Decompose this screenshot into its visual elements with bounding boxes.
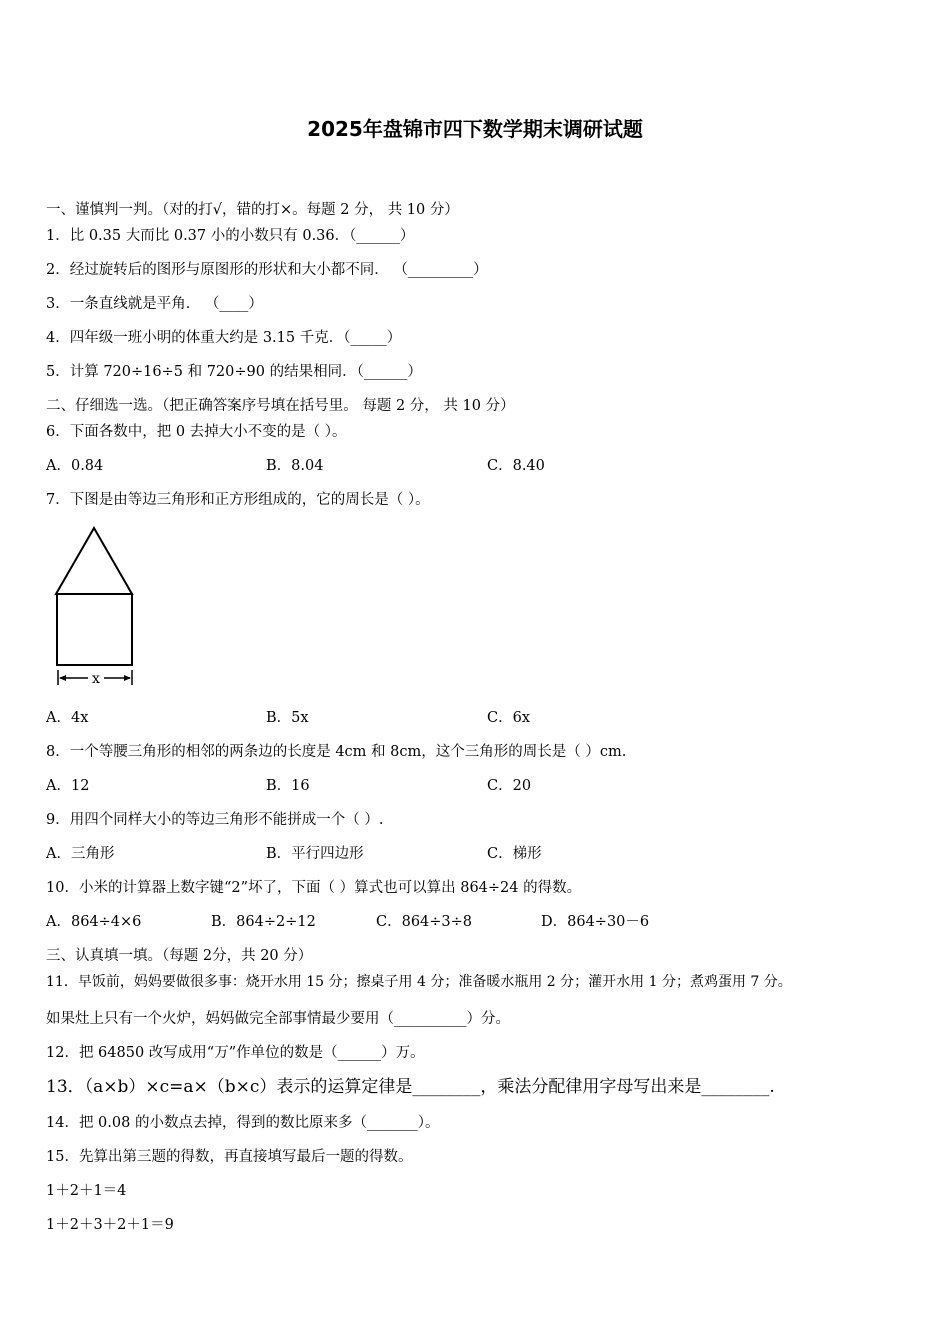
arrowhead-left [59, 675, 66, 681]
question-14: 14．把 0.08 的小数点去掉，得到的数比原来多（_______）。 [46, 1115, 440, 1131]
house-figure [50, 522, 145, 692]
question-1: 1．比 0.35 大而比 0.37 小的小数只有 0.36．（______） [46, 228, 415, 244]
q6-option-c: C．8.40 [487, 458, 545, 474]
question-13: 13．（a×b）×c=a×（b×c）表示的运算定律是________，乘法分配律用字母写出来是________. [46, 1077, 775, 1097]
q10-option-c: C．864÷3÷8 [376, 914, 473, 930]
question-7: 7．下图是由等边三角形和正方形组成的，它的周长是（ ）。 [46, 492, 430, 508]
question-2: 2．经过旋转后的图形与原图形的形状和大小都不同． （_________） [46, 262, 488, 278]
q8-option-b: B．16 [266, 778, 310, 794]
section-2-heading: 二、仔细选一选。（把正确答案序号填在括号里。 每题 2 分， 共 10 分） [46, 398, 515, 414]
triangle-shape [56, 528, 132, 594]
question-3: 3．一条直线就是平角． （____） [46, 296, 263, 312]
q8-option-c: C．20 [487, 778, 532, 794]
q10-option-a: A．864÷4×6 [46, 914, 142, 930]
q7-option-c: C．6x [487, 710, 530, 726]
q8-option-a: A．12 [46, 778, 90, 794]
q10-option-b: B．864÷2÷12 [211, 914, 316, 930]
page-title: 2025年盘锦市四下数学期末调研试题 [307, 117, 643, 141]
question-8: 8．一个等腰三角形的相邻的两条边的长度是 4cm 和 8cm，这个三角形的周长是（ ）cm. [46, 744, 627, 760]
question-15: 15．先算出第三题的得数，再直接填写最后一题的得数。 [46, 1149, 413, 1165]
q15-line-1: 1＋2＋1＝4 [46, 1183, 127, 1199]
section-1-heading: 一、谨慎判一判。（对的打√，错的打×。每题 2 分， 共 10 分） [46, 202, 459, 218]
q7-option-b: B．5x [266, 710, 309, 726]
question-4: 4．四年级一班小明的体重大约是 3.15 千克．（_____） [46, 330, 402, 346]
q6-option-b: B．8.04 [266, 458, 324, 474]
question-5: 5．计算 720÷16÷5 和 720÷90 的结果相同．（______） [46, 364, 422, 380]
question-12: 12．把 64850 改写成用“万”作单位的数是（______）万。 [46, 1045, 425, 1061]
question-9: 9．用四个同样大小的等边三角形不能拼成一个（ ）. [46, 812, 384, 828]
dimension-label: x [92, 671, 100, 687]
question-6: 6．下面各数中，把 0 去掉大小不变的是（ ）。 [46, 424, 347, 440]
q10-option-d: D．864÷30－6 [541, 914, 650, 930]
q9-option-a: A．三角形 [46, 846, 115, 862]
question-10: 10．小米的计算器上数字键“2”坏了，下面（ ）算式也可以算出 864÷24 的得数。 [46, 880, 582, 896]
q9-option-b: B．平行四边形 [266, 846, 364, 862]
square-shape [57, 594, 132, 665]
q15-line-2: 1＋2＋3＋2＋1＝9 [46, 1217, 174, 1233]
q6-option-a: A．0.84 [46, 458, 104, 474]
q9-option-c: C．梯形 [487, 846, 542, 862]
question-11: 11．早饭前，妈妈要做很多事：烧开水用 15 分；擦桌子用 4 分；准备暖水瓶用 2 分；灌开水用 1 分；煮鸡蛋用 7 分。 [46, 974, 792, 990]
question-11-continued: 如果灶上只有一个火炉，妈妈做完全部事情最少要用（__________）分。 [46, 1011, 510, 1027]
arrowhead-right [124, 675, 131, 681]
section-3-heading: 三、认真填一填。（每题 2分，共 20 分） [46, 948, 313, 964]
q7-option-a: A．4x [46, 710, 89, 726]
